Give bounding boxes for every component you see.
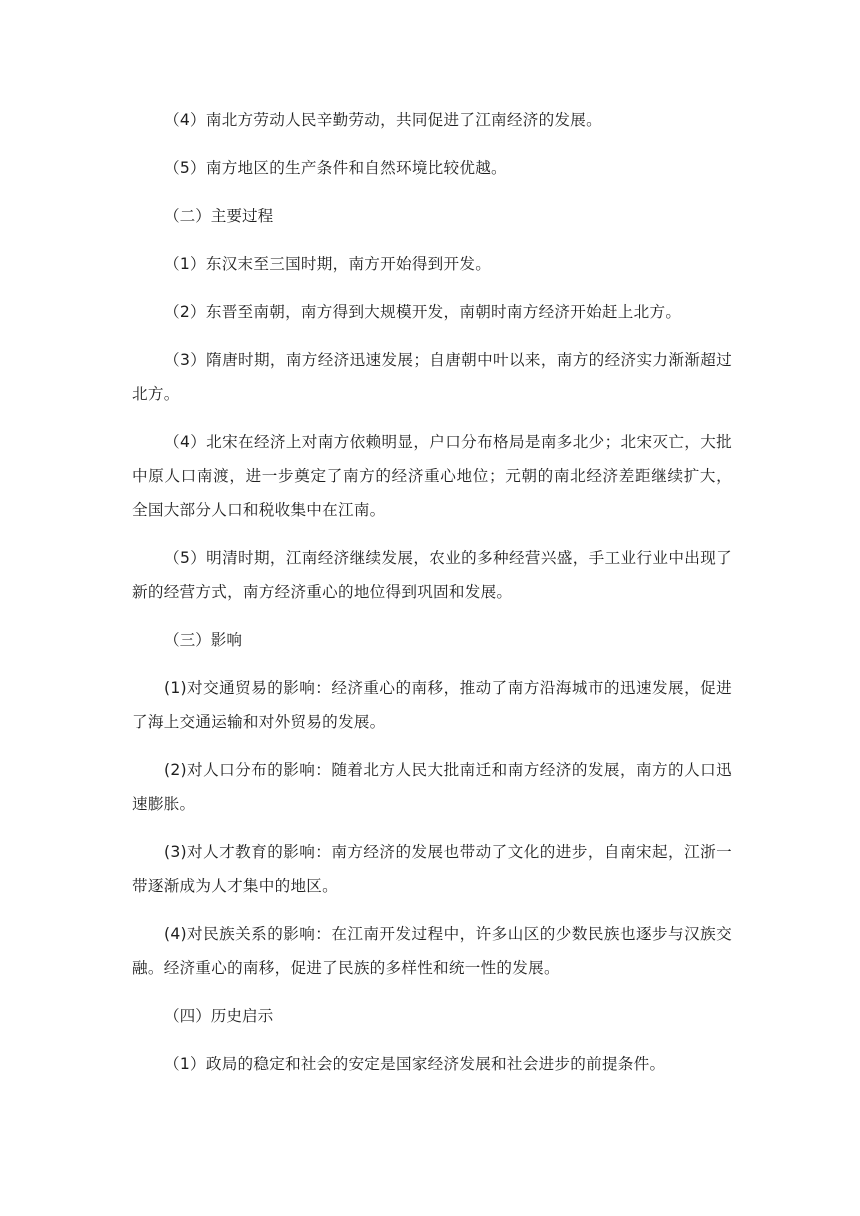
list-item-process-4: （4）北宋在经济上对南方依赖明显，户口分布格局是南多北少；北宋灭亡，大批中原人口南渡，进一步奠定了南方的经济重心地位；元朝的南北经济差距继续扩大，全国大部分人口和税收集中在江南。 [132,433,732,519]
list-item-lesson-1: （1）政局的稳定和社会的安定是国家经济发展和社会进步的前提条件。 [164,1055,666,1073]
list-item-process-3: （3）隋唐时期，南方经济迅速发展；自唐朝中叶以来，南方的经济实力渐渐超过北方。 [132,351,732,403]
list-item-process-5: （5）明清时期，江南经济继续发展，农业的多种经营兴盛，手工业行业中出现了新的经营方式，南方经济重心的地位得到巩固和发展。 [132,549,732,601]
list-item-process-1: （1）东汉末至三国时期，南方开始得到开发。 [164,255,492,273]
document-body [132,103,732,1095]
list-item-impact-1: (1)对交通贸易的影响：经济重心的南移，推动了南方沿海城市的迅速发展，促进了海上交通运输和对外贸易的发展。 [132,679,732,731]
list-item-process-2: （2）东晋至南朝，南方得到大规模开发，南朝时南方经济开始赶上北方。 [164,303,682,321]
list-item-factor-5: （5）南方地区的生产条件和自然环境比较优越。 [164,159,507,177]
list-item-impact-3: (3)对人才教育的影响：南方经济的发展也带动了文化的进步，自南宋起，江浙一带逐渐成为人才集中的地区。 [132,843,732,895]
list-item-factor-4: （4）南北方劳动人民辛勤劳动，共同促进了江南经济的发展。 [164,111,602,129]
section-heading-impact: （三）影响 [164,631,242,649]
list-item-impact-4: (4)对民族关系的影响：在江南开发过程中，许多山区的少数民族也逐步与汉族交融。经济重心的南移，促进了民族的多样性和统一性的发展。 [132,925,732,977]
section-heading-lessons: （四）历史启示 [164,1007,274,1025]
list-item-impact-2: (2)对人口分布的影响：随着北方人民大批南迁和南方经济的发展，南方的人口迅速膨胀。 [132,761,732,813]
section-heading-process: （二）主要过程 [164,207,274,225]
